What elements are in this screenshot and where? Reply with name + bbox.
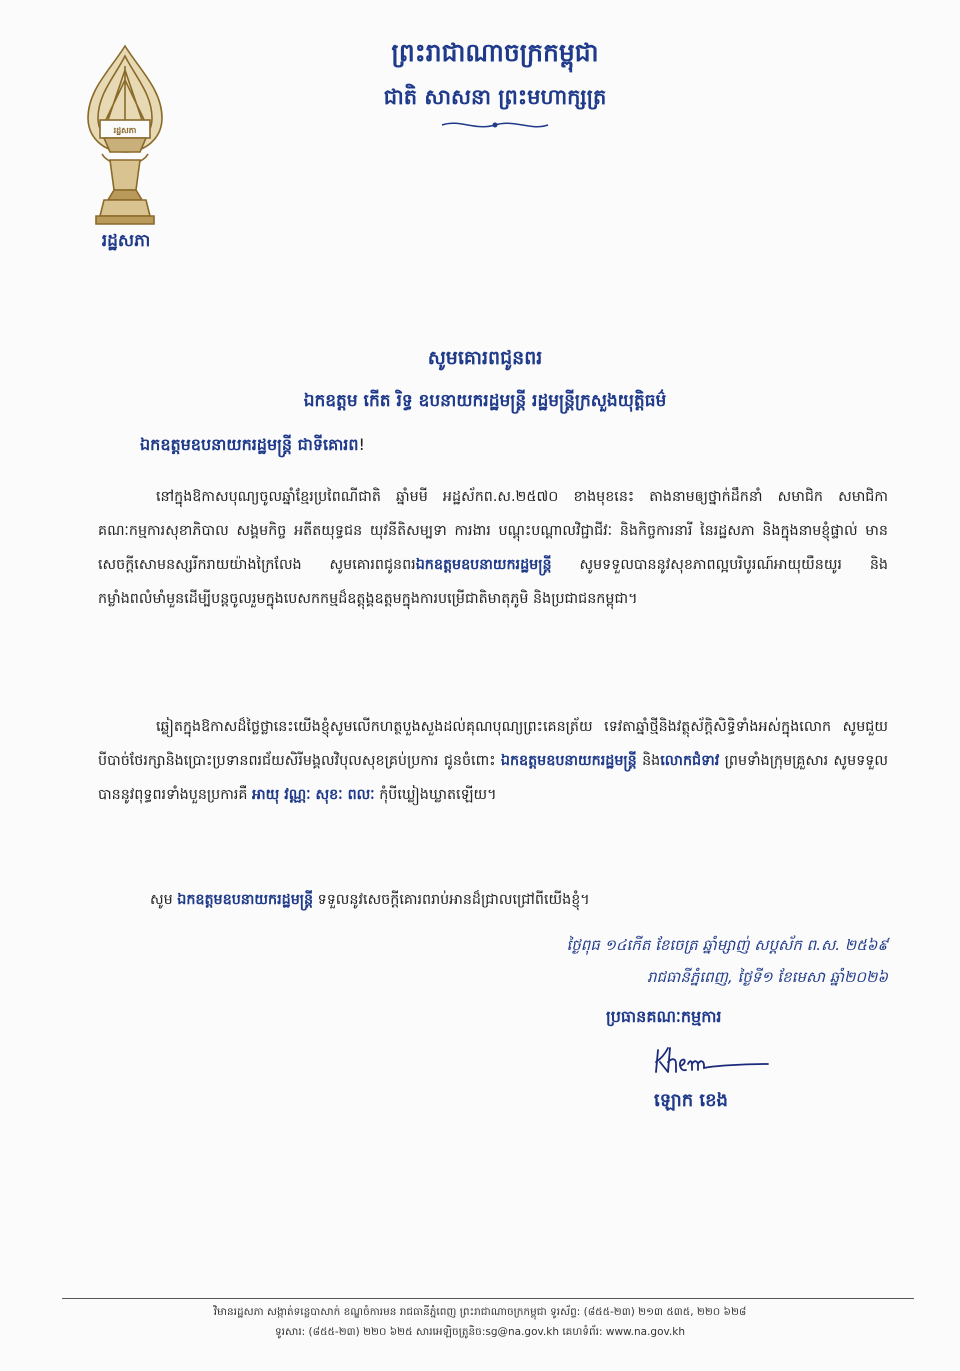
- paragraph-1-bold: ឯកឧត្តមឧបនាយករដ្ឋមន្ត្រី: [415, 557, 552, 573]
- signer-title: ប្រធានគណៈកម្មការ: [606, 1007, 722, 1026]
- kingdom-title: ព្រះរាជាណាចក្រកម្ពុជា: [391, 38, 599, 67]
- salutation-heading: សូមគោរពជូនពរ: [427, 347, 543, 369]
- paragraph-1-text-b: សូមទទួលបាននូវសុខភាពល្អបរិបូរណ៍អាយុយឺនយូរ និងកម្លាំងពលំមាំមួនដើម្បីបន្តចូលរួមក្នុងបេសកកម្មដ៏ឧត្តុង្គឧត្តមក្នុងការបម្រើជាតិមាតុភូមិ និងប្រជាជនកម្ពុជា។: [98, 557, 888, 607]
- lunar-date: ថ្ងៃពុធ ១៤កើត ខែចេត្រ ឆ្នាំម្សាញ់ សប្តស័ក ព.ស. ២៥៦៩: [566, 936, 888, 954]
- paragraph-3-text-b: ទទួលនូវសេចក្តីគោរពរាប់អានដ៏ជ្រាលជ្រៅពីយើងខ្ញុំ។: [317, 892, 590, 908]
- institution-name: រដ្ឋសភា: [101, 231, 151, 251]
- national-motto: ជាតិ សាសនា ព្រះមហាក្សត្រ: [383, 85, 607, 109]
- paragraph-3: [150, 883, 850, 917]
- footer-divider: [62, 1298, 914, 1299]
- footer-address: វិមានរដ្ឋសភា សង្កាត់ទន្លេបាសាក់ ខណ្ឌចំការមន រាជធានីភ្នំពេញ ព្រះរាជាណាចក្រកម្ពុជា ទូរស័ព្ទ: (៨៥៥-២៣) ២១៣ ៥៣៥, ២២០ ៦២៨: [213, 1306, 747, 1318]
- paragraph-2-bold-3: អាយុ វណ្ណៈ សុខៈ ពលៈ: [252, 787, 375, 803]
- paragraph-1: [98, 480, 888, 616]
- greeting-bold: ឯកឧត្តមឧបនាយករដ្ឋមន្ត្រី ជាទីគោរព: [140, 435, 359, 454]
- signer-name: ឡោក ខេង: [654, 1090, 728, 1111]
- handwritten-signature: [652, 1042, 772, 1078]
- paragraph-1-text-a: នៅក្នុងឱកាសបុណ្យចូលឆ្នាំខ្មែរប្រពៃណីជាតិ ឆ្នាំមមី អដ្ឋស័កព.ស.២៥៧០ ខាងមុខនេះ តាងនាមឲ្យថ្នាក់ដឹកនាំ សមាជិក សមាជិកាគណៈកម្មការសុខាភិបាល សង្គមកិច្ច អតីតយុទ្ធជន យុវនីតិសម្បទា ការងារ បណ្តុះបណ្តាលវិជ្ជាជីវៈ និងកិច្ចការនារី នៃរដ្ឋសភា និងក្នុងនាមខ្ញុំផ្ទាល់ មានសេចក្តីសោមនស្សរីករាយយ៉ាងក្រៃលែង សូមគោរពជូនពរ: [98, 489, 888, 573]
- greeting-end: !: [358, 435, 365, 454]
- paragraph-2-bold-2: លោកជំទាវ: [660, 753, 720, 769]
- footer-contact: ទូរសារ: (៨៥៥-២៣) ២២០ ៦២៥ សារអេឡិចត្រូនិច:sg@na.gov.kh គេហទំព័រ: www.na.gov.kh: [275, 1326, 685, 1338]
- paragraph-2-text-b: ព្រមទាំងក្រុមគ្រួសារ សូមទទួលបាននូវពុទ្ធពរទាំងបួនប្រការគឺ: [98, 753, 888, 803]
- paragraph-3-bold: ឯកឧត្តមឧបនាយករដ្ឋមន្ត្រី: [177, 892, 314, 908]
- paragraph-2-mid: និង: [642, 753, 661, 769]
- ornament-divider-icon: [440, 118, 550, 132]
- paragraph-2-bold-1: ឯកឧត្តមឧបនាយករដ្ឋមន្ត្រី: [500, 753, 637, 769]
- solar-date: រាជធានីភ្នំពេញ, ថ្ងៃទី១ ខែមេសា ឆ្នាំ២០២៦: [647, 968, 888, 986]
- paragraph-3-text-a: សូម: [150, 892, 173, 908]
- recipient-line: ឯកឧត្តម កើត រិទ្ធ ឧបនាយករដ្ឋមន្ត្រី រដ្ឋមន្ត្រីក្រសួងយុត្តិធម៌: [303, 391, 667, 411]
- paragraph-2: [98, 710, 888, 812]
- paragraph-2-text-c: កុំបីឃ្លៀងឃ្លាតឡើយ។: [379, 787, 497, 803]
- national-assembly-emblem-icon: [80, 40, 170, 230]
- svg-text:រដ្ឋសភា: រដ្ឋសភា: [113, 126, 137, 135]
- paragraph-2-text-a: ឆ្លៀតក្នុងឱកាសដ៏ថ្លៃថ្លានេះយើងខ្ញុំសូមលើកហត្ថបួងសួងដល់គុណបុណ្យព្រះគេនត្រ័យ ទេវតាឆ្នាំថ្មីនិងវត្ថុស័ក្តិសិទ្ធិទាំងអស់ក្នុងលោក សូមជួយបីបាច់ថែរក្សានិងប្រោះប្រទានពរជ័យសិរីមង្គលវិបុលសុខគ្រប់ប្រការ ជូនចំពោះ: [98, 719, 888, 769]
- greeting-line: [140, 432, 820, 458]
